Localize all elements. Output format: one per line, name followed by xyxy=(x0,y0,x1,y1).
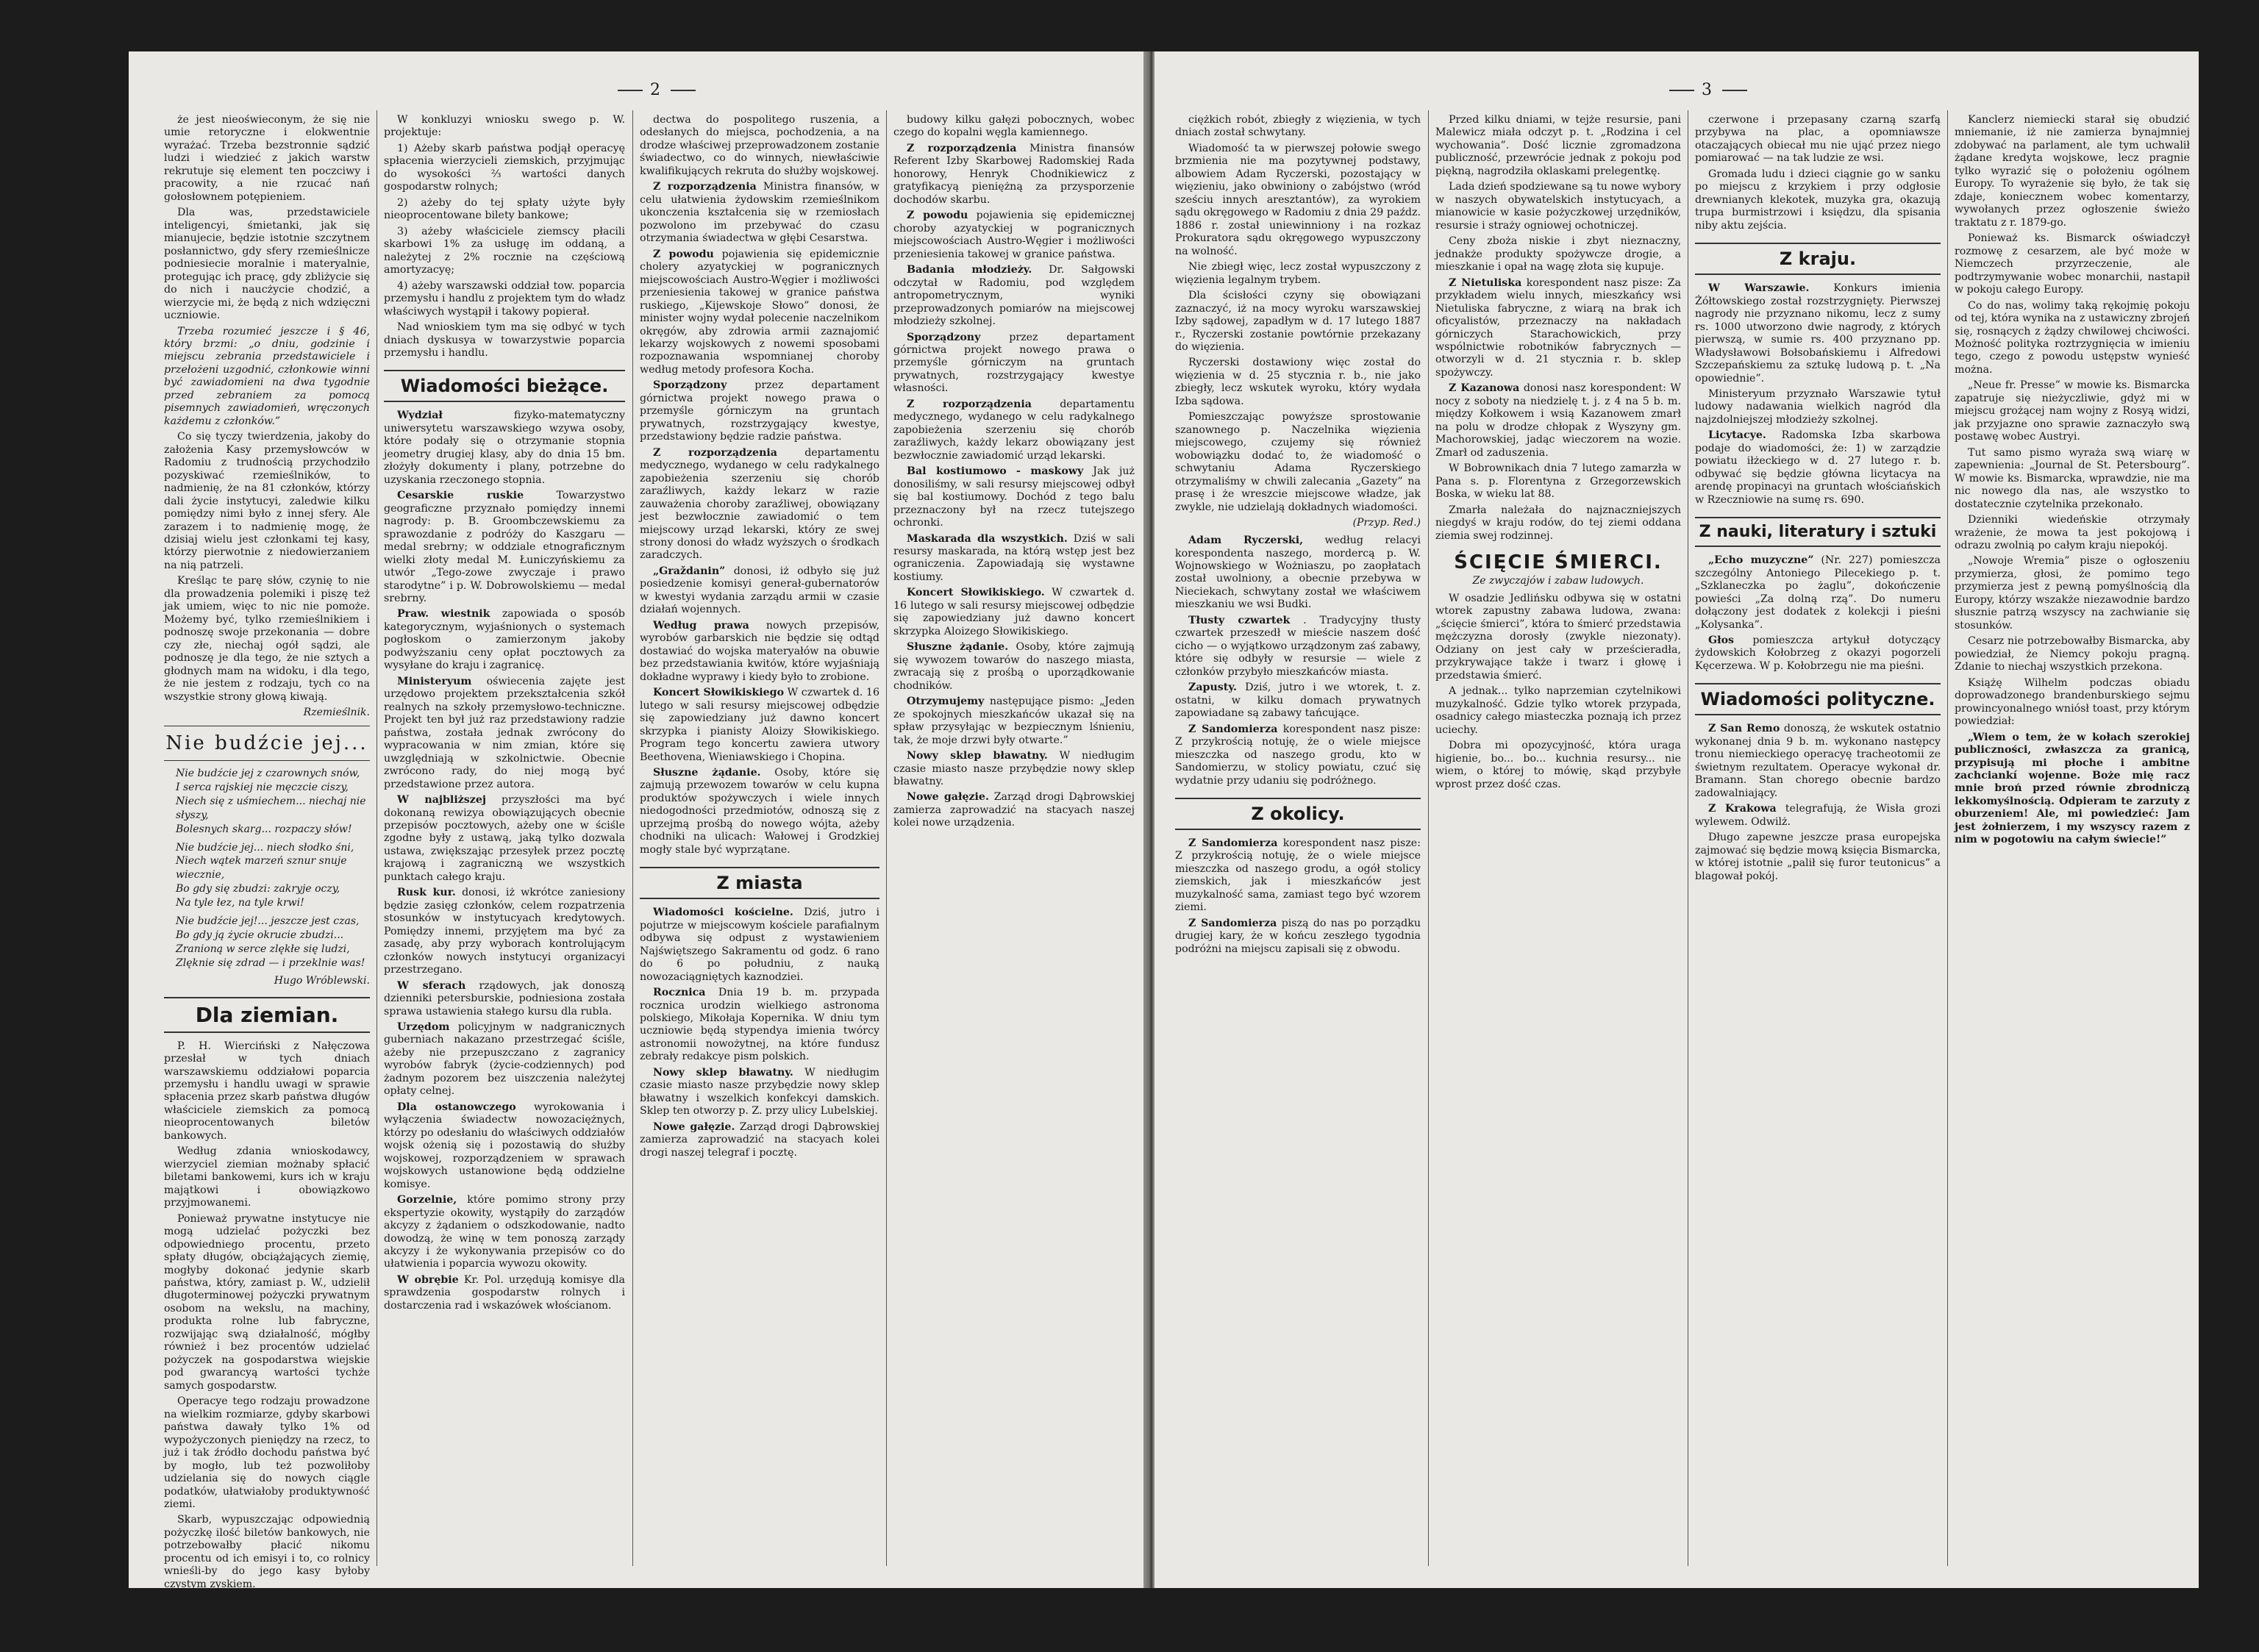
news-item-text: W Bobrownikach dnia 7 lutego zamarzła w Pana s. p. Florentyna z Grzegorzewskich Boska, w wieku lat 88. xyxy=(1435,462,1681,501)
paragraph: Książę Wilhelm podczas obiadu doprowadzonego brandenburskiego sejmu prowincyonalnego wniósł toast, przy którym powiedział: xyxy=(1955,676,2190,728)
news-item-text: przez departament górnictwa projekt nowego prawa o przemyśle górniczym na gruntach prywatnych, rozstrzygający kwestye własności. xyxy=(893,331,1135,395)
news-item-lead: Z rozporządzenia xyxy=(653,181,757,193)
news-item xyxy=(893,210,1135,261)
news-item xyxy=(893,114,1135,140)
left-column-2 xyxy=(384,114,625,1559)
news-item xyxy=(1435,181,1681,232)
paragraph: A jednak... tylko naprzemian czytelnikowi muzykalność. Gdzie tylko wtorek przypada, osadnicy całego miasteczka poznają ich przez uciechy. xyxy=(1435,685,1681,736)
news-items xyxy=(1695,282,1941,507)
news-item xyxy=(1695,634,1941,673)
poem-stanza: Nie budźcie jej!... jeszcze jest czas, Bo gdy ją życie okrucie zbudzi... Zranioną w serce zlękłe się ludzi, Zlęknie się zdrad — i przeklnie was! xyxy=(176,915,365,969)
news-item-text: . Tradycyjny tłusty czwartek przeszedł w mieście naszem dość cicho — o wyjątkowo urządzonym zaś zabawy, które się odbyły w resursie — wiele z członków przybyło mieszkańców miasta. xyxy=(1175,614,1421,678)
news-item-text: Dziś w sali resursy maskarada, na którą wstęp jest bez ograniczenia. Zapowiadają się wystawne kostiumy. xyxy=(893,532,1135,583)
news-item xyxy=(1435,235,1681,273)
news-item-text: rządowych, jak donoszą dzienniki petersburskie, podniesiona została sprawa ustawienia stałego kursu dla rubla. xyxy=(384,979,625,1018)
news-item xyxy=(1175,918,1421,956)
column-rule xyxy=(1947,110,1948,1566)
news-item-text: Radomska Izba skarbowa podaje do wiadomości, że: 1) w zarządzie powiatu iłżeckiego w d. 27 lutego r. b. odbywać się będzie główna licytacya na arendę propinacyi na gruntach włościańskich w Rzeczniowie na sumę rs. 690. xyxy=(1695,429,1941,506)
news-item-lead: Z Sandomierza xyxy=(1188,837,1278,849)
news-item-lead: Nowy sklep bławatny. xyxy=(907,750,1048,762)
poem-title: Nie budźcie jej... xyxy=(164,726,370,761)
news-item xyxy=(384,1101,625,1191)
news-item-text: Dr. Sałgowski odczytał w Radomiu, pod względem antropometrycznym, wyniki przeprowadzonych pomiarów na miejscowej młodzieży szkolnej. xyxy=(893,264,1135,328)
news-item-text: oświecenia zajęte jest urzędowo projektem przekształcenia szkół realnych na szkoły przemysłowo-techniczne. Projekt ten był już raz przedstawiony radzie państwa, została jednak zwrócony do wypracowania w nim zmian, które się uwzględniają w szkolnictwie. Obecnie zwrócono rady, do niej mogą być przedstawione przez autora. xyxy=(384,675,625,790)
news-item xyxy=(893,696,1135,747)
paragraph: Cesarz nie potrzebowałby Bismarcka, aby powiedział, że Niemcy pokoju pragną. Zdanie to niechaj wszystkich przekona. xyxy=(1955,635,2190,673)
page-number-left: 2 xyxy=(610,81,703,99)
news-item-text: W czwartek d. 16 lutego w sali resursy miejscowej odbędzie się zapowiedziany już dawno koncert skrzypka i pianisty Aloizy Słowikiskiego. Program tego koncertu zawiera utwory Beethovena, Wieniawskiego i Chopina. xyxy=(640,687,879,763)
paragraph: Co do nas, wolimy taką rękojmię pokoju od tej, która wynika na z ustawiczny zbrojeń się, rosnących z żądzy chwilowej chciwości. Możność polityka roztrzygnięcia w imieniu tego, czego z powodu ustępstw wynieść można. xyxy=(1955,299,2190,376)
news-item xyxy=(893,143,1135,207)
news-item-text: Pomieszczając powyższe sprostowanie szanownego p. Naczelnika więzienia miejscowego, czujemy się również wobowiązku dodać to, że wiadomość o schwytaniu Adama Ryczerskiego otrzymaliśmy w chwili zalecania „Gazety” na prasę i że wreszcie miejscowe władze, jak zwykle, nie udzielają dokładnych wiadomości. xyxy=(1175,411,1421,513)
news-item-text: W niedługim czasie miasto nasze przybędzie nowy sklep bławatny i wszelkich konfekcyi damskich. Sklep ten otworzy p. Z. przy ulicy Lubelskiej. xyxy=(640,1066,880,1118)
paragraph: P. H. Wierciński z Nałęczowa przesłał w tych dniach warszawskiemu oddziałowi poparcia przemysłu i handlu uwagi w sprawie spłacenia przez skarb państwa długów właściciele ziemskich za pomocą nieoprocentowanych biletów bankowych. xyxy=(164,1040,370,1142)
paragraph: 4) ażeby warszawski oddział tow. poparcia przemysłu i handlu z projektem tym do władz właściwych wystąpił i takowy popierał. xyxy=(384,279,625,318)
paragraph: Operacye tego rodzaju prowadzone na wielkim rozmiarze, gdyby skarbowi państwa dawały tylko 1% od wypożyczonych pieniędzy na rzecz, to już i tak źródło dochodu państwa być by mogło, lub też pozwoliłoby udzielania się do nowych ciągle podatków, ułatwiałoby produktywność ziemi. xyxy=(164,1395,370,1510)
news-item-lead: Badania młodzieży. xyxy=(907,264,1032,276)
poem-stanza: Nie budźcie jej... niech słodko śni, Niech wątek marzeń sznur snuje wiecznie, Bo gdy się zbudzi: zakryje oczy, Na tyle łez, na tyle krwi! xyxy=(176,841,354,909)
news-items xyxy=(1175,114,1421,514)
news-item-lead: Z Nietuliska xyxy=(1449,276,1522,289)
paragraph: że jest nieoświeconym, że się nie umie retoryczne i elokwentnie wyrażać. Trzeba bezstronnie sądzić ludzi i wiedzieć z jakich warstw rekrutuje się element ten poczciwy i pracowity, a nie rzucać nań gołosłownem potępieniem. xyxy=(164,114,370,203)
news-item-lead: Maskarada dla wszystkich. xyxy=(907,532,1068,545)
news-item xyxy=(384,794,625,884)
news-item-text: Ministra finansów Referent Izby Skarbowej Radomskiej Rada honorowy, Henryk Chodnikiewicz z gratyfikacyą pieniężną za przysporzenie dochodów skarbu. xyxy=(893,142,1135,206)
news-item xyxy=(1175,114,1421,140)
news-item-lead: Zapusty. xyxy=(1188,682,1237,694)
news-items xyxy=(1695,723,1941,883)
news-item-text: pomieszcza artykuł dotyczący żydowskich Kołobrzeg z okazyi pogorzeli Kęcerzewa. W p. Kołobrzegu nie ma pieśni. xyxy=(1695,634,1941,672)
news-item xyxy=(1175,290,1421,354)
news-item-lead: Z Kazanowa xyxy=(1449,382,1520,395)
news-item-lead: Z San Remo xyxy=(1708,723,1780,735)
poem-signature: Hugo Wróblewski. xyxy=(274,974,370,987)
news-item-text: telegrafują, że Wisła grozi wylewem. Odwilż. xyxy=(1695,803,1941,828)
news-item xyxy=(640,767,879,857)
paragraph: Ponieważ ks. Bismarck oświadczył rozmowę z cesarzem, ale być może w Niemczech przyrzeczenie, ale podtrzymywanie wobec monarchii, nastapił w pokoju całego Europy. xyxy=(1955,232,2190,296)
news-item xyxy=(1175,411,1421,514)
news-item-lead: W obrębie xyxy=(397,1273,459,1286)
section-subtitle: Ze zwyczajów i zabaw ludowych. xyxy=(1472,575,1644,587)
paragraph: 1) Ażeby skarb państwa podjął operacyę spłacenia wierzycieli ziemskich, przyjmując do wysokości ⅔ wartości danych gospodarstw rolnych; xyxy=(384,142,625,193)
news-item-text: czerwone i przepasany czarną szarfą przybywa na plac, a opomniawsze otaczających obiecał mu nie ująć przez niego pomiarować — na tak ludzie ze wsi. xyxy=(1695,114,1941,165)
news-item-text: donoszą, że wskutek ostatnio wykonanej dnia 9 b. m. wykonano następcy tronu niemieckiego operacyę tracheotomii ze świetnym rezultatem. Operacye wykonał dr. Bramann. Stan chorego obecnie bardzo zadowalniający. xyxy=(1695,723,1941,799)
news-items xyxy=(1695,114,1941,232)
news-item-lead: Z Krakowa xyxy=(1708,803,1777,815)
news-item xyxy=(640,987,879,1064)
news-item xyxy=(1175,682,1421,720)
section-heading-sciecie-smierci: ŚCIĘCIE ŚMIERCI. xyxy=(1454,551,1663,573)
news-item xyxy=(893,533,1135,584)
editor-note: (Przyp. Red.) xyxy=(1352,517,1421,529)
news-item-text: Dla ścisłości czyny się obowiązani zaznaczyć, iż na mocy wyroku warszawskiej Izby sądowej, zapadłym w d. 17 lutego 1887 r., Ryczerski zostanie powtórnie przekazany do więzienia. xyxy=(1175,290,1421,353)
news-item-text: Nie zbiegł więc, lecz został wypuszczony z więzienia legalnym trybem. xyxy=(1175,261,1421,286)
paragraph: Dla was, przedstawiciele inteligencyi, śmietanki, jak się mianujecie, będzie istotnie szczytnem posłannictwo, gdy sfery rzemieślnicze podniesiecie moralnie i materyalnie, protegując ich pracę, gdy zbliżycie się do nich i naucżycie chodzić, a wierzycie mi, że będą z nich wdzięczni uczniowie. xyxy=(164,207,370,322)
page-number-right: 3 xyxy=(1662,81,1755,99)
news-item-lead: Słuszne żądanie. xyxy=(653,766,761,779)
paragraph: „Neue fr. Presse” w mowie ks. Bismarcka zapatruje się nieżyczliwie, gdyż mi w miejscu grożącej nam wojny z Rosyą widzi, jak przyjazne ono sprawie zaznaczyło swą postawę wobec Austryi. xyxy=(1955,379,2190,443)
news-item xyxy=(1175,615,1421,679)
news-item-text: dectwa do pospolitego ruszenia, a odesłanych do miejsca, pochodzenia, a na drodze właściwej przeprowadzonem zostanie świadectwo, co do winnych, niewłaściwie kwalifikujących rekruta do służby wojskowej. xyxy=(640,114,879,177)
column-rule xyxy=(1428,110,1429,1566)
news-item xyxy=(893,587,1135,638)
paragraph: Dzienniki wiedeńskie otrzymały wrażenie, że mowa ta jest pokojową i odrazu zwolnią po całym kraju niepokój. xyxy=(1955,514,2190,551)
news-item-lead: W najbliższej xyxy=(397,794,486,807)
news-item xyxy=(893,465,1135,529)
paragraph: Ponieważ prywatne instytucye nie mogą udzielać pożyczki bez odpowiedniego procentu, przeto spłaty długów, obciążających ziemię, mogłyby dokonać jedynie skarb państwa, który, zamiast p. W., udzielił długoterminowej pożyczki prywatnym osobom na wekslu, na machiny, produkta rolne lub fabryczne, rozwijając swą działalność, mógłby również i bez procentów udzielać pożyczek na gospodarstwa wiejskie pod gwarancyą wartości tychże samych gospodarstw. xyxy=(164,1212,370,1392)
news-item xyxy=(1435,114,1681,178)
news-item-text: pojawienia się epidemicznie cholery azyatyckiej w pogranicznych miejscowościach Austro-Węgier i możliwości przeniesienia takowej w granice państwa ruskiego, „Kijewskoje Słowo” donosi, że minister wojny wydał polecenie naczelnikom okręgów, aby zdrowia armii zaznajomić lekarzy wojskowych z nowemi sposobami rozpoznawania wspomnianej choroby według metody profesora Kocha. xyxy=(640,248,880,376)
section-heading-wiadomosci-biezace: Wiadomości bieżące. xyxy=(384,370,625,402)
paragraph: Według zdania wnioskodawcy, wierzyciel ziemian możnaby spłacić biletami bankowemi, kurs ich w kraju majątkowi i obowiązkowo przyjmowanemi. xyxy=(164,1145,370,1209)
right-column-2 xyxy=(1435,114,1681,1559)
paragraph: „Wiem o tem, że w kołach szerokiej publiczności, zwłaszcza za granicą, przypisują mi płoche i ambitne zachciankí wojenne. Boże mię racz mnie broń przed równie zbrodniczą lekkomyślnością. Odpieram te zarzuty z oburzeniem! Ale, mi powiedzieć: Jam jest żołnierzem, i my wszyscy razem z nim w pogotowiu na całym świecie!” xyxy=(1955,731,2190,846)
news-item-text: Jak już donosiliśmy, w sali resursy miejscowej odbył się bal kostiumowy. Dochód z tego balu przeznaczony był na rzecz tutejszego ochronki. xyxy=(893,465,1135,529)
news-item xyxy=(1435,277,1681,380)
news-items xyxy=(1695,554,1941,673)
news-item-lead: Z rozporządzenia xyxy=(907,142,1017,154)
news-item xyxy=(1175,837,1421,915)
news-item xyxy=(1435,382,1681,460)
news-items xyxy=(640,907,879,1159)
news-item-lead: Z powodu xyxy=(907,210,968,222)
news-item-lead: Adam Ryczerski, xyxy=(1188,534,1304,547)
news-item-lead: Z powodu xyxy=(653,248,714,260)
news-item-text: Ministeryum przyznało Warszawie tytuł ludowy nadawania wielkich nagród dla najzdolniejszej młodzieży szkolnej. xyxy=(1695,387,1941,426)
news-item-lead: Licytacye. xyxy=(1708,429,1766,442)
news-item-text: Dnia 19 b. m. przypada rocznica urodzin wielkiego astronoma polskiego, Mikołaja Kopernika. W dniu tym uczniowie będą stypendya imienia twórcy astronomii nowożytnej, na które fundusz zebrały redakcye pism polskich. xyxy=(640,987,879,1063)
right-column-3 xyxy=(1695,114,1941,1559)
news-item-text: W czwartek d. 16 lutego w sali resursy miejscowej odbędzie się zapowiedziany już dawno koncert skrzypka Aloizego Słowikiskiego. xyxy=(893,587,1135,637)
news-item-lead: Głos xyxy=(1708,634,1735,646)
news-item-text: Zarząd drogi Dąbrowskiej zamierza zaprowadzić na stacyach naszej kolei nowe urządzenia. xyxy=(893,791,1135,829)
news-item-lead: Z rozporządzenia xyxy=(907,398,1032,410)
news-item xyxy=(384,980,625,1018)
news-item-text: Konkurs imienia Żółtowskiego został rozstrzygnięty. Pierwszej nagrody nie przyznano nikomu, lecz z sumy rs. 1000 utworzono dwie nagrody, z których pierwszą, w sumie rs. 400 przyznano pp. Władysławowi Bołsobańskiemu i Alfredowi Szczepańskiemu za sztukę ludową p. t. „Na opowiednie”. xyxy=(1695,282,1941,385)
news-item-lead: „Echo muzyczne” xyxy=(1708,554,1814,567)
news-item xyxy=(1695,388,1941,426)
news-item-text: departamentu medycznego, wydanego w celu radykalnego zapobieżenia szerzeniu się chorób zaraźliwych, każdy lekarz w razie zauważenia choroby zaraźliwej, obowiązany jest bezwłocznie zawiadomić o tem miejscowy urząd lekarski, który ze swej strony donosi do władz wyższych o środkach zaradczych. xyxy=(640,446,879,562)
news-item-lead: Praw. wiestnik xyxy=(397,608,490,621)
news-item xyxy=(1175,143,1421,258)
news-items xyxy=(893,114,1135,830)
news-item xyxy=(893,264,1135,328)
news-item-text: W niedługim czasie miasto nasze przybędzie nowy sklep bławatny. xyxy=(893,750,1135,787)
news-item-lead: Dla ostanowczego xyxy=(397,1101,516,1113)
news-item-text: wyrokowania i wyłączenia świadectw nowozaciężnych, którzy po odesłaniu do właściwych oddziałów wojsk ożenią się i pozostawią do służby wojskowej, rozporządzeniem w sprawach wojskowych ustanowione będą oddzielne komisye. xyxy=(384,1101,626,1190)
news-item-text: pojawienia się epidemicznej choroby azyatyckiej w pogranicznych miejscowościach Austro-Węgier i możliwości przeniesienia takowej w granice państwa. xyxy=(893,210,1135,260)
news-item xyxy=(384,1194,625,1271)
news-item-lead: Bal kostiumowo - maskowy xyxy=(907,465,1084,478)
right-page xyxy=(1155,51,2199,1588)
news-item-text: Zmarła należała do najznaczniejszych niegdyś w kraju rodów, do tej ziemi oddana ziemia swej rodzinnej. xyxy=(1435,504,1681,542)
column-rule xyxy=(632,110,633,1566)
news-item-lead: W sferach xyxy=(397,979,466,992)
news-items xyxy=(1435,114,1681,274)
news-item-text: Dziś, jutro i we wtorek, t. z. ostatni, w kilku domach prywatnych zapowiadane są zabawy tańcujące. xyxy=(1175,682,1421,720)
news-item-lead: Z Sandomierza xyxy=(1188,917,1277,929)
news-item-lead: Koncert Słowikiskiego. xyxy=(907,587,1045,599)
left-page xyxy=(129,51,1143,1588)
news-item-text: Osoby, które zajmują się wywozem towarów do naszego miasta, zwracają się z prośbą o uporządkowanie chodników. xyxy=(893,641,1135,692)
news-item xyxy=(640,907,879,984)
news-item xyxy=(1695,832,1941,883)
section-heading-z-okolicy: Z okolicy. xyxy=(1175,798,1421,830)
section-heading-z-miasta: Z miasta xyxy=(640,867,879,899)
news-item xyxy=(1175,534,1421,612)
news-item-lead: Nowe gałęzie. xyxy=(653,1120,735,1133)
news-item xyxy=(640,1121,879,1159)
left-column-3 xyxy=(640,114,879,1559)
news-item-text: korespondent nasz pisze: Z przykrością notuję, że o wiele miejsce mieszczka od naszego grodu, kto w Sandomierzu, w stolicy powiatu, czuć się wydatnie przy udaniu się podróżnego. xyxy=(1175,723,1421,787)
news-item xyxy=(640,1067,879,1118)
news-item-lead: „Graždanin” xyxy=(653,565,726,577)
news-item-lead: Rocznica xyxy=(653,987,706,999)
news-item-text: według relacyi korespondenta naszego, mordercą p. W. Wojnowskiego w Wożniaszu, po zaopłatach został uwolniony, a obecnie przebywa w Nieciekach, schwytany został we właściwem mieszkaniu we wsi Budki. xyxy=(1175,534,1421,611)
news-item xyxy=(640,687,879,764)
news-item-text: budowy kilku gałęzi pobocznych, wobec czego do kopalni węgla kamiennego. xyxy=(893,114,1135,139)
news-item-text: Towarzystwo geograficzne przyznało pomiędzy innemi nagrody: p. B. Groombczewskiemu za sprawozdanie z podróży do Kaszgaru — medal srebrny; w oddziale etnograficznym wielki złoty medal M. Łuniczyńskiemu za utwór „Tego-zowe zwyczaje i prawo starodytne” i p. W. Dobrowolskiemu — medal srebrny. xyxy=(384,490,626,604)
news-item xyxy=(640,114,879,178)
news-item-text: piszą do nas po porządku drugiej kary, że w końcu zeszłego tygodnia podróżni na miejscu zapisali się z obwodu. xyxy=(1175,917,1421,955)
right-column-1 xyxy=(1175,114,1421,1559)
news-item-lead: Z Sandomierza xyxy=(1188,723,1278,735)
paragraph: Dobra mi opozycyjność, która uraga higienie, bo... bo... kuchnia resursy... nie wiem, o której to mówię, skąd przybyłe wprost przez dość czas. xyxy=(1435,740,1681,790)
news-item-text: donosi nasz korespondent: W nocy z soboty na niedzielę t. j. z 4 na 5 b. m. między Kołkowem i wsią Kazanowem zmarł na polu w drodze chłopak z Wyszyny gm. Machorowskiej, jadąc wieczorem na wozie. Zmarł od zaduszenia. xyxy=(1435,382,1681,459)
section-heading-z-kraju: Z kraju. xyxy=(1695,243,1941,275)
news-item xyxy=(640,181,879,245)
news-item-text: korespondent nasz pisze: Z przykrością notuję, że o wiele miejsce mieszczka od naszego grodu, a ogół stolicy ziemskich, jak i mieszkańców jest muzykalność sama, zamiast tego być wzorem ziemi. xyxy=(1175,837,1421,914)
news-item-text: Ceny zboża niskie i zbyt nieznaczny, jednakże produkty spożywcze drogie, a mieszkanie i opał na wagę złota się kupuje. xyxy=(1435,235,1681,273)
news-item xyxy=(893,750,1135,788)
news-item xyxy=(1695,723,1941,800)
news-item-lead: Rusk kur. xyxy=(397,887,456,899)
news-item-text: donosi, iż wkrótce zaniesiony będzie zasięg członków, celem rozpatrzenia stosunków w instytucyach kredytowych. Pomiędzy innemi, przyjętem ma być za zasadę, aby przy wyborach kontrolującym członków nowych instytucyi organizacyi przestrzegano. xyxy=(384,887,626,976)
news-item xyxy=(893,791,1135,829)
paragraph: 2) ażeby do tej spłaty użyte były nieoprocentowane bilety bankowe; xyxy=(384,196,625,222)
paragraph: W osadzie Jedlińsku odbywa się w ostatni wtorek zapustny zabawa ludowa, zwana: „ścięcie śmierci”, która to śmierć przedstawia mężczyzna dorosły (zwykle niezonaty). Odziany on jest cały w prześcieradła, przykrywające także i twarz i głowę i przedstawia śmierć. xyxy=(1435,593,1681,682)
news-item xyxy=(1175,357,1421,408)
news-item xyxy=(1175,723,1421,787)
paragraph: Kanclerz niemiecki starał się obudzić mniemanie, iż nie zamierza bynajmniej zdobywać na parlament, ale tym uchwalił żądane kredyta wojskowe, lecz pragnie tylko wyrazić się o położeniu ogólnem Europy. To wyrażenie się było, że tak się zdaje, koniecznem wobec komentarzy, wywołanych przez ogłoszenie świeżo traktatu z r. 1879-go. xyxy=(1955,114,2190,229)
news-item-lead: Otrzymujemy xyxy=(907,696,985,708)
news-item xyxy=(1435,462,1681,501)
news-item-lead: Z rozporządzenia xyxy=(653,446,777,459)
news-item-text: Lada dzień spodziewane są tu nowe wybory w naszych obywatelskich instytucyach, a mianowicie w kasie pożyczkowej urzędników, resursie i straży ogniowej ochotniczej. xyxy=(1435,181,1681,232)
news-item xyxy=(640,248,879,377)
news-item-text: Ryczerski dostawiony więc został do więzienia w d. 25 stycznia r. b., nie jako zbiegły, lecz wskutek wyroku, który wydała Izba sądowa. xyxy=(1175,357,1421,407)
news-item-lead: Ministeryum xyxy=(397,675,472,687)
news-item-lead: Urzędom xyxy=(397,1021,450,1033)
news-item-text: Przed kilku dniami, w tejże resursie, pani Malewicz miała odczyt p. t. „Rodzina i cel wychowania”. Dość licznie zgromadzona publiczność, przewrócie jednak z pokoju pod piękną, nagrodziła oklaskami prelegentkę. xyxy=(1435,114,1681,177)
news-item-lead: Wiadomości kościelne. xyxy=(653,907,793,919)
news-item xyxy=(893,641,1135,693)
paragraph: W konkluzyi wniosku swego p. W. projektuje: xyxy=(384,114,625,139)
column-rule xyxy=(376,110,377,1566)
news-item-lead: Nowy sklep bławatny. xyxy=(653,1066,793,1079)
news-item-text: Wiadomość ta w pierwszej połowie swego brzmienia nie ma pozytywnej podstawy, albowiem Adam Ryczerski, pozostający w więzieniu, jako obwiniony o zabójstwo (wród sześciu innych aresztantów), za wyrokiem sądu okręgowego w Radomiu z dnia 29 paźdz. 1886 r. został uniewinniony i na rozkaz Prokuratora sądu okręgowego wypuszczony na wolność. xyxy=(1175,142,1421,257)
news-item xyxy=(384,1274,625,1312)
news-item-lead: Nowe gałęzie. xyxy=(907,791,989,804)
news-item-lead: Sporządzony xyxy=(907,331,981,343)
news-item-text: policyjnym w nadgranicznych guberniach nakazano przestrzegać ściśle, ażeby nie przepuszczano z zagranicy wyrobów fabryk (życie-codziennych) pod żadnym pozorem bez uiszczenia należytej opłaty celnej. xyxy=(384,1021,625,1098)
news-item xyxy=(893,398,1135,462)
news-item xyxy=(893,332,1135,396)
news-item xyxy=(384,608,625,672)
news-item-text: nowych przepisów, wyrobów garbarskich nie będzie się odtąd dostawiać do wojska materyałów na obuwie bez przedstawiania kwitów, które wyjaśniają dokładne wyprawy i kiedy było to zrobione. xyxy=(640,619,879,683)
news-item-text: przez departament górnictwa projekt nowego prawa o przemyśle górniczym na gruntach prywatnych, rozstrzygający kwestye, przedstawiony będzie radzie państwa. xyxy=(640,379,879,443)
news-items xyxy=(640,114,879,857)
paragraph: Skarb, wypuszczając odpowiednią pożyczkę ilość biletów bankowych, nie potrzebowałby płacić nikomu procentu od ich emisyi i to, co rolnicy wnieśli-by do jego kasy byłoby czystym zyskiem. xyxy=(164,1514,370,1590)
left-column-1 xyxy=(164,114,370,1590)
news-items xyxy=(1435,277,1681,543)
news-item xyxy=(384,410,625,487)
news-item-text: zapowiada o sposób kategorycznym, wyjaśnionych o systemach pogłoskom o zamierzonym jakoby podwyższaniu ceny opłat pocztowych za wysyłane do kraju i zagranicę. xyxy=(384,608,625,672)
paragraph: Trzeba rozumieć jeszcze i § 46, który brzmi: „o dniu, godzinie i miejscu zebrania przedstawiciele i przełożeni uzgodnić, członkowie winni być zawiadomieni na dwa tygodnie przed zebraniem za pomocą pisemnych zawiadomień, wręczonych każdemu z członków.” xyxy=(164,325,370,427)
news-items xyxy=(384,410,625,1312)
right-column-4 xyxy=(1955,114,2190,1559)
news-item-text: (Nr. 227) pomieszcza szczególny Antoniego Pilecekiego p. t. „Szklaneczka po żaglu”, dokończenie powieści „Za dolną rzą”. Do numeru dołączony jest dodatek z kolekcji i pieśni „Kolysanka”. xyxy=(1695,554,1941,631)
news-item-lead: Koncert Słowikiskiego xyxy=(653,687,785,699)
section-heading-dla-ziemian: Dla ziemian. xyxy=(164,997,370,1033)
news-item-text: Kr. Pol. urzędują komisye dla sprawdzenia gospodarstw rolnych i dostarczenia rad i wskazówek włościanom. xyxy=(384,1273,625,1312)
news-item-text: fizyko-matematyczny uniwersytetu warszawskiego wzywa osoby, które podały się o otrzymanie stopnia jeometry drugiej klasy, aby do dnia 15 bm. złożyły dokumenty i plany, potrzebne do uzyskania rzeczonego stopnia. xyxy=(384,410,625,486)
news-item xyxy=(640,565,879,617)
news-item-lead: W Warszawie. xyxy=(1708,282,1810,295)
news-item-text: Ministra finansów, w celu ułatwienia żydowskim rzemieślnikom ukonczenia kształcenia się w rzemiosłach pozwolono im przebywać do czasu otrzymania świadectwa w głębi Cesarstwa. xyxy=(640,181,879,245)
left-column-4 xyxy=(893,114,1135,1559)
news-item-text: Długo zapewne jeszcze prasa europejska zajmować się będzie mową księcia Bismarcka, w której istotnie „palił się furor teutonicus” a blagował pokój. xyxy=(1695,832,1941,882)
news-item-text: Dziś, jutro i pojutrze w miejscowym kościele parafialnym odbywa się odpust z wystawieniem Najświętszego Sakramentu od godz. 6 rano do 6 po południu, z nauką nowozaciągniętych kaznodziei. xyxy=(640,907,879,983)
news-item-text: które pomimo strony przy ekspertyzie okowity, wystąpiły do zarządów akcyzy z żądaniem o odszkodowanie, nadto dowodzą, że winę w tem ponoszą zarządy akcyzy i że wykonywania przepisów co do ułatwienia i poparcia wywozu okowity. xyxy=(384,1194,625,1270)
paragraph: Co się tyczy twierdzenia, jakoby do założenia Kasy przemysłowców w Radomiu z trudnością przychodziło pozyskiwać rzemieślników, to nadmienię, że na 81 członków, którzy dali życie instytucyi, zaledwie kilku pomiędzy nimi było z innej sfery. Ale zarazem i to nadmienię mogę, że dzisiaj wielu jest członkami tej kasy, którzy pierwotnie z niedowierzaniem na nią patrzeli. xyxy=(164,431,370,571)
news-items xyxy=(1175,837,1421,956)
news-item-text: Zarząd drogi Dąbrowskiej zamierza zaprowadzić na stacyach kolei drogi naszej telegraf i pocztę. xyxy=(640,1120,880,1159)
news-item xyxy=(640,447,879,562)
paragraph: „Nowoje Wremia” pisze o ogłoszeniu przymierza, głosi, że pomimo tego przymierza jest z pewną pomyślnością dla Europy, którzy wszakże niezawodnie bardzo słusznie patrzą wszyscy na zachwianie się stosunków. xyxy=(1955,555,2190,632)
news-item xyxy=(1695,282,1941,385)
news-items xyxy=(1175,534,1421,787)
article-signature: Rzemieślnik. xyxy=(303,707,370,719)
news-item-text: następujące pismo: „Jeden ze spokojnych mieszkańców ukazał się na spław przysyłając w bezpiecznym lśnieniu, tak, że moje drzwi były otwarte.” xyxy=(893,696,1135,746)
news-item xyxy=(384,1021,625,1098)
news-item-lead: Według prawa xyxy=(653,619,749,632)
news-item xyxy=(1695,554,1941,632)
poem-stanza: Nie budźcie jej z czarownych snów, I serca rajskiej nie męczcie ciszy, Niech się z uśmiechem... niechaj nie słyszy, Bolesnych skarg... rozpaczy słów! xyxy=(176,768,366,835)
news-item xyxy=(640,379,879,443)
news-item-lead: Cesarskie ruskie xyxy=(397,490,524,502)
news-item xyxy=(384,676,625,791)
news-item-text: Osoby, które się zajmują przewozem towarów w celu kupna produktów spożywczych i wiele innych niedogodności przedmiotów, odnoszą się z uprzejmą prośbą do nowego wójta, ażeby chodniki na ulicach: Wałowej i Grodzkiej mogły stale być wyprzątane. xyxy=(640,766,879,856)
news-item-text: donosi, iż odbyło się już posiedzenie komisyi generał-gubernatorów w kwestyi wydania zarządu armii w czasie działań wojennych. xyxy=(640,565,879,616)
news-item-text: departamentu medycznego, wydanego w celu radykalnego zapobieżenia szerzeniu się chorób zaraźliwych, każdy lekarz obowiązany jest bezwłocznie zawiadomić urząd lekarski. xyxy=(893,398,1135,462)
section-heading-wiadomosci-polityczne: Wiadomości polityczne. xyxy=(1695,683,1941,715)
news-item-text: przyszłości ma być dokonaną rewizya obowiązujących obecnie przepisów pocztowych, ażeby one w ściśle zgodne były z ustawą, jaką tylko dozwala ustawa, zwiększając przesyłek przez pocztę krajową i zagraniczną we wszystkich punktach całego kraju. xyxy=(384,794,625,883)
news-item-lead: Tłusty czwartek xyxy=(1188,614,1291,626)
paragraph: Kreśląc te parę słów, czynię to nie dla prowadzenia polemiki i piszę też jak umiem, więc to nic nie pomoże. Możemy być, tylko rzemieślnikiem i podnoszę swoje przekonania — dobre czy złe, niechaj ogół sądzi, ale podnoszę je dla tego, że nie sztych a głodnych mam na widoku, i dla tego, że nie jestem z rodzaju, tych co na wszystkie strony głową kiwają. xyxy=(164,575,370,703)
paragraph: Nad wnioskiem tym ma się odbyć w tych dniach dyskusya w towarzystwie poparcia przemysłu i handlu. xyxy=(384,321,625,359)
news-item-text: ciężkich robót, zbiegły z więzienia, w tych dniach został schwytany. xyxy=(1175,114,1421,139)
news-item xyxy=(1695,429,1941,507)
news-item-lead: Gorzelnie, xyxy=(397,1194,457,1206)
news-item-text: Gromada ludu i dzieci ciągnie go w sanku po miejscu z krzykiem i przy odgłosie drewnianych klekotek, muzyka gra, okazują trupa burmistrzowi i księdzu, dla spisania niby aktu zejścia. xyxy=(1695,168,1941,232)
news-item xyxy=(1695,168,1941,232)
news-item-text: korespondent nasz pisze: Za przykładem wielu innych, mieszkańcy wsi Nietuliska fabryczne, z wiarą na brak ich oficyalistów, przeznaczy na nakładach górniczych Starachowickich, przy wspólnictwie robotników fabrycznych — otworzyli w d. 21 stycznia r. b. sklep spożywczy. xyxy=(1435,276,1681,379)
news-item-lead: Sporządzony xyxy=(653,379,727,392)
news-item xyxy=(1695,803,1941,829)
news-item xyxy=(1695,114,1941,165)
news-item xyxy=(1175,261,1421,287)
section-heading-z-nauki: Z nauki, literatury i sztuki xyxy=(1695,517,1941,547)
news-item-lead: Wydział xyxy=(397,410,443,422)
column-rule xyxy=(886,110,887,1566)
paragraph: Tut samo pismo wyraża swą wiarę w zapewnienia: „Journal de St. Petersbourg”. W mowie ks. Bismarcka, wprawdzie, nie ma nic nowego dla nas, ale wszystko to dostatecznie czytelnika przekonało. xyxy=(1955,446,2190,510)
paragraph: 3) ażeby właściciele ziemscy płacili skarbowi 1% za usługę im oddaną, a należytej z 2% rocznie na częściową amortyzacyę; xyxy=(384,225,625,276)
news-item xyxy=(1435,504,1681,543)
news-item xyxy=(384,887,625,976)
news-item-lead: Słuszne żądanie. xyxy=(907,641,1009,654)
news-item xyxy=(640,620,879,684)
news-item xyxy=(384,490,625,605)
